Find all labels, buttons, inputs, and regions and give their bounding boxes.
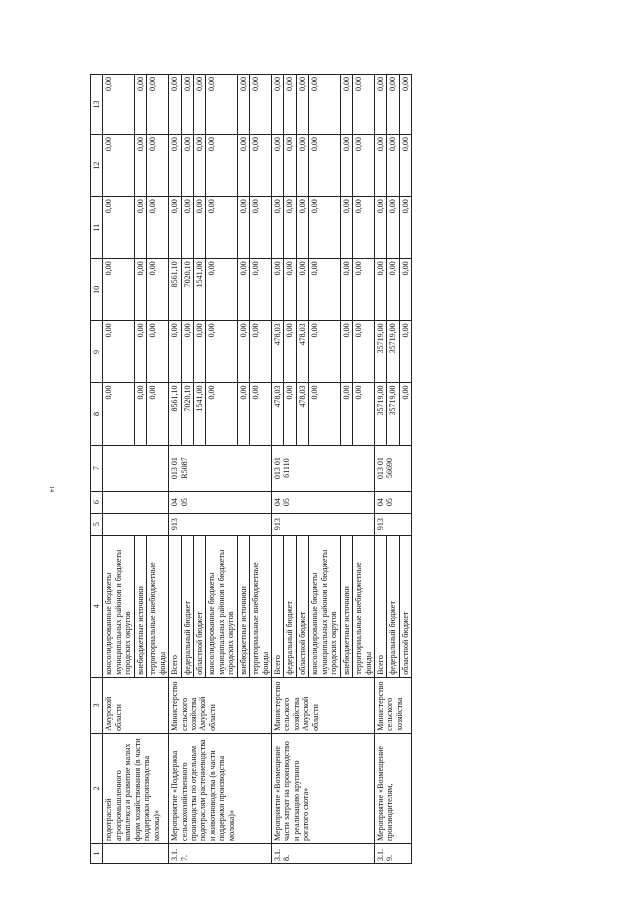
executor-cell: Министерство сельского хозяйства Амурской области — [272, 677, 375, 733]
amount-cell: 0,00 — [296, 197, 308, 259]
amount-cell: 0,00 — [309, 75, 340, 135]
amount-cell: 7020,10 — [181, 259, 193, 321]
amount-cell: 0,00 — [353, 383, 375, 445]
amount-cell: 0,00 — [296, 259, 308, 321]
amount-cell: 0,00 — [103, 75, 134, 135]
amount-cell: 0,00 — [169, 135, 181, 197]
amount-cell: 0,00 — [193, 75, 205, 135]
header-cell: 3 — [91, 677, 103, 733]
funding-source-cell: консолидированные бюджеты муниципальных районов и бюджеты городских округов — [206, 535, 237, 677]
funding-source-cell: внебюджетные источники — [340, 535, 352, 677]
amount-cell: 1541,00 — [193, 259, 205, 321]
amount-cell: 0,00 — [206, 259, 237, 321]
amount-cell: 35719,00 — [374, 321, 386, 383]
code-csr-cell — [103, 445, 169, 491]
funding-source-cell: территориальные внебюджетные фонды — [353, 535, 375, 677]
amount-cell: 0,00 — [284, 197, 296, 259]
amount-cell: 0,00 — [309, 197, 340, 259]
amount-cell: 0,00 — [181, 197, 193, 259]
funding-source-cell: федеральный бюджет — [181, 535, 193, 677]
amount-cell: 0,00 — [296, 75, 308, 135]
amount-cell: 0,00 — [237, 259, 249, 321]
amount-cell: 0,00 — [309, 383, 340, 445]
rotated-table-wrapper — [90, 74, 412, 864]
amount-cell: 0,00 — [309, 135, 340, 197]
amount-cell: 0,00 — [147, 75, 169, 135]
amount-cell: 0,00 — [272, 135, 284, 197]
amount-cell: 0,00 — [272, 75, 284, 135]
amount-cell: 0,00 — [250, 75, 272, 135]
measure-name-cell: Мероприятие «Возмещение части затрат на производство и реализацию крупного рогатого скота» — [272, 733, 375, 843]
amount-cell: 0,00 — [340, 135, 352, 197]
header-cell: 13 — [91, 75, 103, 135]
amount-cell: 0,00 — [353, 75, 375, 135]
amount-cell: 0,00 — [147, 259, 169, 321]
measure-number-cell — [103, 843, 169, 863]
amount-cell: 0,00 — [181, 135, 193, 197]
amount-cell: 0,00 — [237, 135, 249, 197]
amount-cell: 8561,10 — [169, 259, 181, 321]
table-row — [374, 75, 386, 864]
funding-table — [90, 74, 412, 864]
amount-cell: 0,00 — [296, 135, 308, 197]
header-cell: 7 — [91, 445, 103, 491]
amount-cell: 0,00 — [103, 135, 134, 197]
funding-source-cell: областной бюджет — [296, 535, 308, 677]
header-cell: 10 — [91, 259, 103, 321]
amount-cell: 0,00 — [147, 197, 169, 259]
header-cell: 12 — [91, 135, 103, 197]
amount-cell: 0,00 — [399, 197, 411, 259]
amount-cell: 0,00 — [387, 259, 399, 321]
amount-cell: 0,00 — [374, 75, 386, 135]
page-number: 14 — [48, 486, 54, 492]
amount-cell: 7020,10 — [181, 383, 193, 445]
amount-cell: 0,00 — [272, 197, 284, 259]
header-cell: 5 — [91, 513, 103, 535]
amount-cell: 478,03 — [296, 321, 308, 383]
funding-source-cell: федеральный бюджет — [387, 535, 399, 677]
funding-source-cell: внебюджетные источники — [134, 535, 146, 677]
amount-cell: 0,00 — [134, 259, 146, 321]
amount-cell: 0,00 — [399, 135, 411, 197]
amount-cell: 0,00 — [284, 75, 296, 135]
funding-source-cell: областной бюджет — [193, 535, 205, 677]
header-cell: 11 — [91, 197, 103, 259]
header-cell: 8 — [91, 383, 103, 445]
amount-cell: 0,00 — [250, 321, 272, 383]
header-cell: 1 — [91, 843, 103, 863]
amount-cell: 0,00 — [284, 383, 296, 445]
amount-cell: 0,00 — [399, 383, 411, 445]
amount-cell: 0,00 — [134, 383, 146, 445]
code-csr-cell: 013 01 56690 — [374, 445, 411, 491]
amount-cell: 0,00 — [387, 197, 399, 259]
executor-cell: Министерство сельского хозяйства Амурской области — [169, 677, 272, 733]
amount-cell: 0,00 — [399, 75, 411, 135]
code-csr-cell: 013 01 R5087 — [169, 445, 272, 491]
amount-cell: 0,00 — [353, 197, 375, 259]
amount-cell: 0,00 — [147, 321, 169, 383]
amount-cell: 0,00 — [374, 259, 386, 321]
amount-cell: 0,00 — [193, 135, 205, 197]
amount-cell: 0,00 — [387, 135, 399, 197]
amount-cell: 0,00 — [353, 259, 375, 321]
amount-cell: 0,00 — [134, 197, 146, 259]
code-grbs-cell — [103, 513, 169, 535]
table-body — [91, 75, 412, 864]
amount-cell: 0,00 — [237, 75, 249, 135]
amount-cell: 0,00 — [250, 383, 272, 445]
measure-name-cell: Мероприятие «Возмещение производителям, — [374, 733, 411, 843]
amount-cell: 35719,00 — [374, 383, 386, 445]
code-grbs-cell: 913 — [374, 513, 411, 535]
amount-cell: 0,00 — [387, 75, 399, 135]
amount-cell: 0,00 — [169, 321, 181, 383]
amount-cell: 0,00 — [399, 321, 411, 383]
amount-cell: 0,00 — [206, 135, 237, 197]
amount-cell: 0,00 — [353, 135, 375, 197]
amount-cell: 0,00 — [309, 321, 340, 383]
amount-cell: 0,00 — [309, 259, 340, 321]
funding-source-cell: областной бюджет — [399, 535, 411, 677]
amount-cell: 0,00 — [340, 259, 352, 321]
amount-cell: 0,00 — [169, 197, 181, 259]
amount-cell: 0,00 — [374, 197, 386, 259]
amount-cell: 0,00 — [206, 197, 237, 259]
amount-cell: 0,00 — [250, 197, 272, 259]
amount-cell: 0,00 — [193, 321, 205, 383]
table-row — [272, 75, 284, 864]
code-rzpr-cell: 04 05 — [374, 491, 411, 513]
funding-source-cell: консолидированные бюджеты муниципальных районов и бюджеты городских округов — [103, 535, 134, 677]
amount-cell: 0,00 — [374, 135, 386, 197]
executor-cell: Министерство сельского хозяйства — [374, 677, 411, 733]
amount-cell: 35719,00 — [387, 383, 399, 445]
amount-cell: 0,00 — [250, 135, 272, 197]
amount-cell: 0,00 — [206, 321, 237, 383]
funding-source-cell: федеральный бюджет — [284, 535, 296, 677]
amount-cell: 0,00 — [353, 321, 375, 383]
amount-cell: 0,00 — [250, 259, 272, 321]
amount-cell: 0,00 — [206, 383, 237, 445]
amount-cell: 478,03 — [296, 383, 308, 445]
amount-cell: 0,00 — [399, 259, 411, 321]
amount-cell: 0,00 — [340, 75, 352, 135]
amount-cell: 0,00 — [103, 321, 134, 383]
amount-cell: 8561,10 — [169, 383, 181, 445]
amount-cell: 0,00 — [237, 197, 249, 259]
amount-cell: 0,00 — [340, 383, 352, 445]
amount-cell: 0,00 — [193, 197, 205, 259]
amount-cell: 0,00 — [169, 75, 181, 135]
amount-cell: 0,00 — [181, 321, 193, 383]
funding-source-cell: Всего — [272, 535, 284, 677]
funding-source-cell: консолидированные бюджеты муниципальных районов и бюджеты городских округов — [309, 535, 340, 677]
amount-cell: 0,00 — [147, 135, 169, 197]
amount-cell: 0,00 — [284, 259, 296, 321]
amount-cell: 0,00 — [103, 383, 134, 445]
header-row — [91, 75, 103, 864]
header-cell: 2 — [91, 733, 103, 843]
table-row — [103, 75, 134, 864]
table-row — [169, 75, 181, 864]
amount-cell: 0,00 — [103, 259, 134, 321]
header-cell: 4 — [91, 535, 103, 677]
amount-cell: 0,00 — [181, 75, 193, 135]
code-grbs-cell: 913 — [272, 513, 375, 535]
amount-cell: 0,00 — [134, 321, 146, 383]
measure-number-cell: 3.1.9. — [374, 843, 411, 863]
amount-cell: 0,00 — [237, 321, 249, 383]
amount-cell: 0,00 — [284, 135, 296, 197]
amount-cell: 478,03 — [272, 321, 284, 383]
code-rzpr-cell: 04 05 — [272, 491, 375, 513]
funding-source-cell: внебюджетные источники — [237, 535, 249, 677]
funding-source-cell: Всего — [169, 535, 181, 677]
measure-name-cell: подотраслей агропромышленного комплекса и развитие малых форм хозяйствования (в части поддержки производства молока)» — [103, 733, 169, 843]
amount-cell: 0,00 — [134, 135, 146, 197]
funding-source-cell: территориальные внебюджетные фонды — [147, 535, 169, 677]
code-grbs-cell: 913 — [169, 513, 272, 535]
funding-source-cell: Всего — [374, 535, 386, 677]
amount-cell: 0,00 — [147, 383, 169, 445]
amount-cell: 35719,00 — [387, 321, 399, 383]
amount-cell: 0,00 — [206, 75, 237, 135]
code-csr-cell: 013 01 61110 — [272, 445, 375, 491]
amount-cell: 0,00 — [284, 321, 296, 383]
amount-cell: 0,00 — [237, 383, 249, 445]
amount-cell: 0,00 — [272, 259, 284, 321]
header-cell: 6 — [91, 491, 103, 513]
header-cell: 9 — [91, 321, 103, 383]
code-rzpr-cell: 04 05 — [169, 491, 272, 513]
amount-cell: 0,00 — [103, 197, 134, 259]
measure-name-cell: Мероприятие «Поддержка сельскохозяйственного производства по отдельным подотраслям растениеводства и животноводства (в части поддержки производства молока)» — [169, 733, 272, 843]
measure-number-cell: 3.1.7. — [169, 843, 272, 863]
amount-cell: 1541,00 — [193, 383, 205, 445]
funding-source-cell: территориальные внебюджетные фонды — [250, 535, 272, 677]
amount-cell: 478,03 — [272, 383, 284, 445]
amount-cell: 0,00 — [134, 75, 146, 135]
amount-cell: 0,00 — [340, 321, 352, 383]
measure-number-cell: 3.1.8. — [272, 843, 375, 863]
amount-cell: 0,00 — [340, 197, 352, 259]
code-rzpr-cell — [103, 491, 169, 513]
executor-cell: Амурской области — [103, 677, 169, 733]
